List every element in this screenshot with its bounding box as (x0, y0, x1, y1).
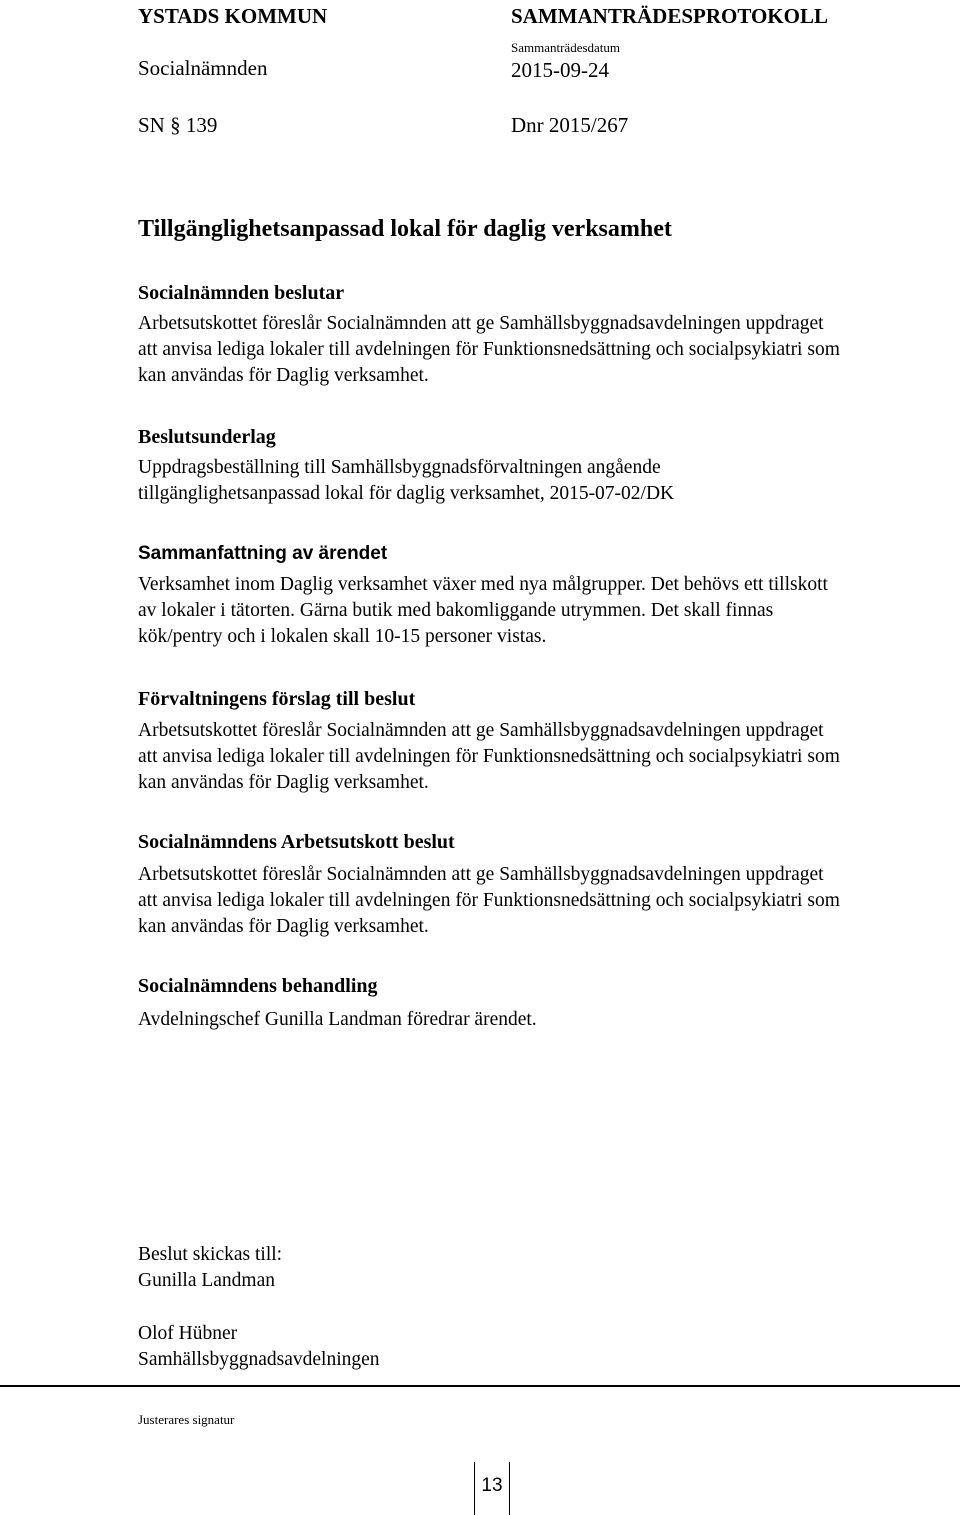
recipient: Gunilla Landman (138, 1270, 276, 1291)
recipient: Olof Hübner (138, 1323, 238, 1344)
text-line: att anvisa lediga lokaler till avdelningen för Funktionsnedsättning och socialpsykiatri som (138, 746, 840, 767)
committee-name: Socialnämnden (138, 56, 268, 80)
footer-divider (0, 1385, 960, 1387)
text-line: att anvisa lediga lokaler till avdelningen för Funktionsnedsättning och socialpsykiatri som (138, 890, 840, 911)
date-label: Sammanträdesdatum (511, 40, 621, 55)
section-body-summary (138, 572, 958, 650)
section-heading-decision: Socialnämnden beslutar (138, 282, 345, 304)
meeting-date: 2015-09-24 (511, 58, 609, 82)
section-body-handling (138, 1007, 958, 1033)
section-heading-summary: Sammanfattning av ärendet (138, 543, 388, 564)
page-number-box (474, 1462, 510, 1515)
section-heading-proposal: Förvaltningens förslag till beslut (138, 688, 416, 710)
text-line: att anvisa lediga lokaler till avdelningen för Funktionsnedsättning och socialpsykiatri som (138, 339, 840, 360)
section-body-basis (138, 455, 958, 507)
text-line: av lokaler i tätorten. Gärna butik med bakomliggande utrymmen. Det skall finnas (138, 600, 774, 621)
text-line: kan användas för Daglig verksamhet. (138, 365, 429, 386)
document-title: Tillgänglighetsanpassad lokal för daglig verksamhet (138, 216, 672, 242)
protocol-title: SAMMANTRÄDESPROTOKOLL (511, 4, 828, 28)
section-heading-committee-decision: Socialnämndens Arbetsutskott beslut (138, 831, 455, 853)
case-number: SN § 139 (138, 113, 218, 137)
section-heading-handling: Socialnämndens behandling (138, 975, 378, 997)
distribution-label: Beslut skickas till: (138, 1244, 283, 1265)
diary-number: Dnr 2015/267 (511, 113, 629, 137)
signature-label: Justerares signatur (138, 1412, 235, 1427)
text-line: kök/pentry och i lokalen skall 10-15 personer vistas. (138, 626, 547, 647)
section-body-proposal (138, 718, 958, 796)
text-line: kan användas för Daglig verksamhet. (138, 916, 429, 937)
municipality-name: YSTADS KOMMUN (138, 4, 328, 28)
recipient: Samhällsbyggnadsavdelningen (138, 1349, 380, 1370)
text-line: Arbetsutskottet föreslår Socialnämnden att ge Samhällsbyggnadsavdelningen uppdraget (138, 864, 824, 885)
text-line: Verksamhet inom Daglig verksamhet växer med nya målgrupper. Det behövs ett tillskott (138, 574, 828, 595)
section-heading-basis: Beslutsunderlag (138, 426, 276, 448)
text-line: Avdelningschef Gunilla Landman föredrar ärendet. (138, 1009, 537, 1030)
section-body-decision (138, 311, 958, 389)
text-line: tillgänglighetsanpassad lokal för daglig verksamhet, 2015-07-02/DK (138, 483, 675, 504)
text-line: Arbetsutskottet föreslår Socialnämnden att ge Samhällsbyggnadsavdelningen uppdraget (138, 720, 824, 741)
page-number: 13 (481, 1475, 503, 1496)
text-line: Arbetsutskottet föreslår Socialnämnden att ge Samhällsbyggnadsavdelningen uppdraget (138, 313, 824, 334)
section-body-committee-decision (138, 862, 958, 940)
text-line: kan användas för Daglig verksamhet. (138, 772, 429, 793)
text-line: Uppdragsbeställning till Samhällsbyggnadsförvaltningen angående (138, 457, 661, 478)
